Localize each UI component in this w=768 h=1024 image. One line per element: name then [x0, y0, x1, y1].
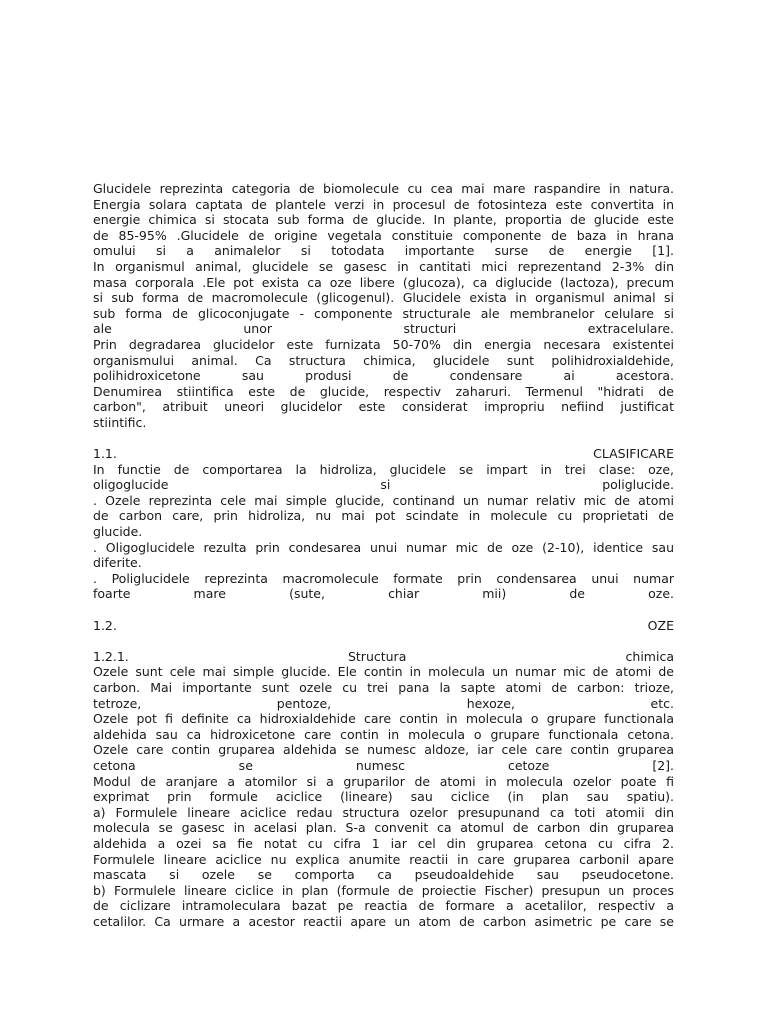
text-line: de 85-95% .Glucidele de origine vegetala constituie componente de baza in hrana [93, 227, 674, 243]
text-line: Ozele care contin gruparea aldehida se numesc aldoze, iar cele care contin gruparea [93, 742, 674, 758]
text-line: si sub forma de macromolecule (glicogenul). Glucidele exista in organismul animal si [93, 290, 674, 306]
section-heading: 1.2.1. Structura chimica [93, 648, 674, 664]
text-line: cetalilor. Ca urmare a acestor reactii apare un atom de carbon asimetric pe care se [93, 913, 674, 929]
text-line: In organismul animal, glucidele se gasesc in cantitati mici reprezentand 2-3% din [93, 258, 674, 274]
text-line: Denumirea stiintifica este de glucide, respectiv zaharuri. Termenul "hidrati de [93, 383, 674, 399]
section-oze [93, 618, 674, 634]
text-line: masa corporala .Ele pot exista ca oze libere (glucoza), ca diglucide (lactoza), precum [93, 274, 674, 290]
text-line: oligoglucide si poliglucide. [93, 477, 674, 493]
text-line: stiintific. [93, 414, 147, 430]
text-line: tetroze, pentoze, hexoze, etc. [93, 695, 674, 711]
text-line: organismului animal. Ca structura chimica, glucidele sunt polihidroxialdehide, [93, 352, 674, 368]
section-heading: 1.1. CLASIFICARE [93, 446, 674, 462]
text-line: exprimat prin formule aciclice (lineare) sau ciclice (in plan sau spatiu). [93, 789, 674, 805]
text-line: a) Formulele lineare aciclice redau structura ozelor presupunand ca toti atomii din [93, 804, 674, 820]
text-line: sub forma de glicoconjugate - componente structurale ale membranelor celulare si [93, 305, 674, 321]
text-line: carbon. Mai importante sunt ozele cu trei pana la sapte atomi de carbon: trioze, [93, 680, 674, 695]
text-line: ale unor structuri extracelulare. [93, 321, 674, 337]
text-line: Glucidele reprezinta categoria de biomolecule cu cea mai mare raspandire in natura. [93, 181, 674, 196]
text-line: energie chimica si stocata sub forma de glucide. In plante, proportia de glucide este [93, 212, 674, 228]
text-line: de carbon care, prin hidroliza, nu mai pot scindate in molecule cu proprietati de [93, 508, 674, 524]
text-line: foarte mare (sute, chiar mii) de oze. [93, 586, 674, 602]
text-line: mascata si ozele se comporta ca pseudoaldehide sau pseudocetone. [93, 867, 674, 883]
text-line: Ozele sunt cele mai simple glucide. Ele contin in molecula un numar mic de atomi de [93, 664, 674, 680]
text-line: Modul de aranjare a atomilor si a gruparilor de atomi in molecula ozelor poate fi [93, 773, 674, 789]
text-line: Ozele pot fi definite ca hidroxialdehide care contin in molecula o grupare functionala [93, 711, 674, 727]
text-line: . Poliglucidele reprezinta macromolecule formate prin condensarea unui numar [93, 570, 674, 586]
text-line: polihidroxicetone sau produsi de condensare ai acestora. [93, 368, 674, 384]
document-page [93, 181, 674, 930]
text-line: Prin degradarea glucidelor este furnizata 50-70% din energia necesara existentei [93, 336, 674, 352]
paragraph-intro [93, 181, 674, 431]
text-line: omului si a animalelor si totodata importante surse de energie [1]. [93, 243, 674, 259]
paragraph-gap [93, 602, 674, 618]
text-line: aldehida sau ca hidroxicetone care contin in molecula o grupare functionala cetona. [93, 726, 674, 742]
paragraph-gap [93, 431, 674, 447]
section-classification [93, 446, 674, 602]
text-line: . Ozele reprezinta cele mai simple glucide, continand un numar relativ mic de atomi [93, 492, 674, 508]
text-line: aldehida a ozei sa fie notat cu cifra 1 iar cel din gruparea cetona cu cifra 2. [93, 835, 674, 851]
text-line: b) Formulele lineare ciclice in plan (formule de proiectie Fischer) presupun un proces [93, 882, 674, 898]
paragraph-gap [93, 633, 674, 649]
text-line: molecula se gasesc in acelasi plan. S-a convenit ca atomul de carbon din gruparea [93, 820, 674, 836]
text-line: Energia solara captata de plantele verzi in procesul de fotosinteza este convertita in [93, 196, 674, 212]
text-line: diferite. [93, 555, 142, 571]
text-line: . Oligoglucidele rezulta prin condesarea unui numar mic de oze (2-10), identice sau [93, 539, 674, 555]
text-line: cetona se numesc cetoze [2]. [93, 757, 674, 773]
section-chemical-structure [93, 649, 674, 930]
text-line: glucide. [93, 524, 143, 540]
text-line: carbon", atribuit uneori glucidelor este considerat impropriu nefiind justificat [93, 399, 674, 415]
text-line: de ciclizare intramoleculara bazat pe reactia de formare a acetalilor, respectiv a [93, 898, 674, 914]
section-heading: 1.2. OZE [93, 617, 674, 633]
text-line: In functie de comportarea la hidroliza, glucidele se impart in trei clase: oze, [93, 461, 674, 477]
text-line: Formulele lineare aciclice nu explica anumite reactii in care gruparea carbonil apare [93, 851, 674, 867]
